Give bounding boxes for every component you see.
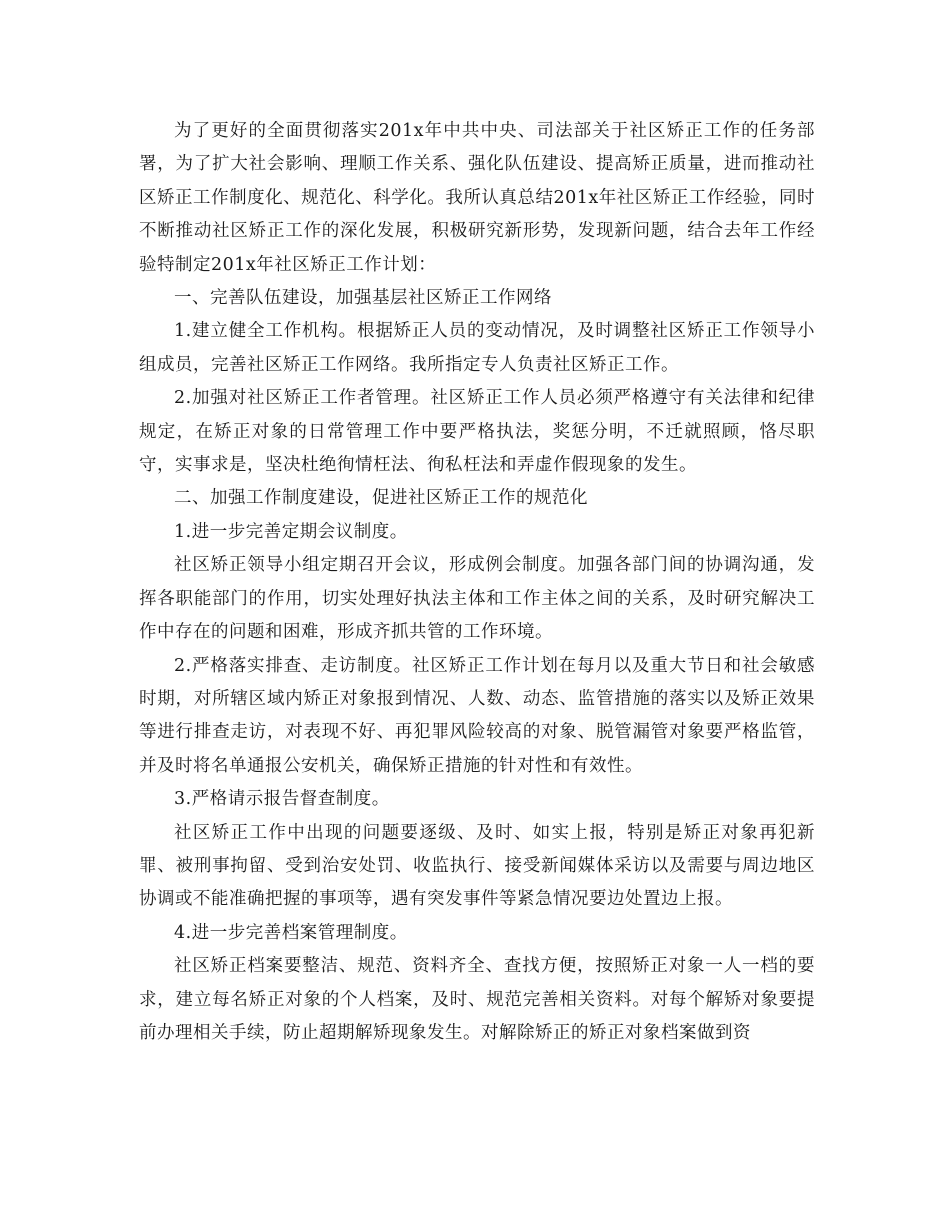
paragraph-1-2: 2.加强对社区矫正工作者管理。社区矫正工作人员必须严格遵守有关法律和纪律规定，在矫正对象的日常管理工作中要严格执法，奖惩分明，不迁就照顾，恪尽职守，实事求是，坚决杜绝徇情枉法、徇私枉法和弄虚作假现象的发生。 (139, 388, 815, 476)
paragraph-2-1: 社区矫正领导小组定期召开会议，形成例会制度。加强各部门间的协调沟通，发挥各职能部门的作用，切实处理好执法主体和工作主体之间的关系，及时研究解决工作中存在的问题和困难，形成齐抓共管的工作环境。 (139, 555, 815, 643)
paragraph-2-4: 社区矫正档案要整洁、规范、资料齐全、查找方便，按照矫正对象一人一档的要求，建立每名矫正对象的个人档案，及时、规范完善相关资料。对每个解矫对象要提前办理相关手续，防止超期解矫现象发生。对解除矫正的矫正对象档案做到资 (139, 956, 815, 1043)
subheading-2-1: 1.进一步完善定期会议制度。 (174, 521, 408, 542)
document-body (139, 115, 815, 1050)
paragraph-2-3: 社区矫正工作中出现的问题要逐级、及时、如实上报，特别是矫正对象再犯新罪、被刑事拘留、受到治安处罚、收监执行、接受新闻媒体采访以及需要与周边地区协调或不能准确把握的事项等，遇有突发事件等紧急情况要边处置边上报。 (139, 822, 815, 910)
section-heading-2: 二、加强工作制度建设，促进社区矫正工作的规范化 (174, 488, 588, 509)
paragraph-1-1: 1.建立健全工作机构。根据矫正人员的变动情况，及时调整社区矫正工作领导小组成员，完善社区矫正工作网络。我所指定专人负责社区矫正工作。 (139, 321, 815, 375)
subheading-2-4: 4.进一步完善档案管理制度。 (174, 922, 408, 943)
paragraph-intro: 为了更好的全面贯彻落实201x年中共中央、司法部关于社区矫正工作的任务部署，为了扩大社会影响、理顺工作关系、强化队伍建设、提高矫正质量，进而推动社区矫正工作制度化、规范化、科学化。我所认真总结201x年社区矫正工作经验，同时不断推动社区矫正工作的深化发展，积极研究新形势，发现新问题，结合去年工作经验特制定201x年社区矫正工作计划： (139, 121, 815, 275)
section-heading-1: 一、完善队伍建设，加强基层社区矫正工作网络 (174, 288, 552, 309)
subheading-2-3: 3.严格请示报告督查制度。 (174, 789, 390, 810)
paragraph-2-2: 2.严格落实排查、走访制度。社区矫正工作计划在每月以及重大节日和社会敏感时期，对所辖区域内矫正对象报到情况、人数、动态、监管措施的落实以及矫正效果等进行排查走访，对表现不好、再犯罪风险较高的对象、脱管漏管对象要严格监管，并及时将名单通报公安机关，确保矫正措施的针对性和有效性。 (139, 655, 815, 776)
